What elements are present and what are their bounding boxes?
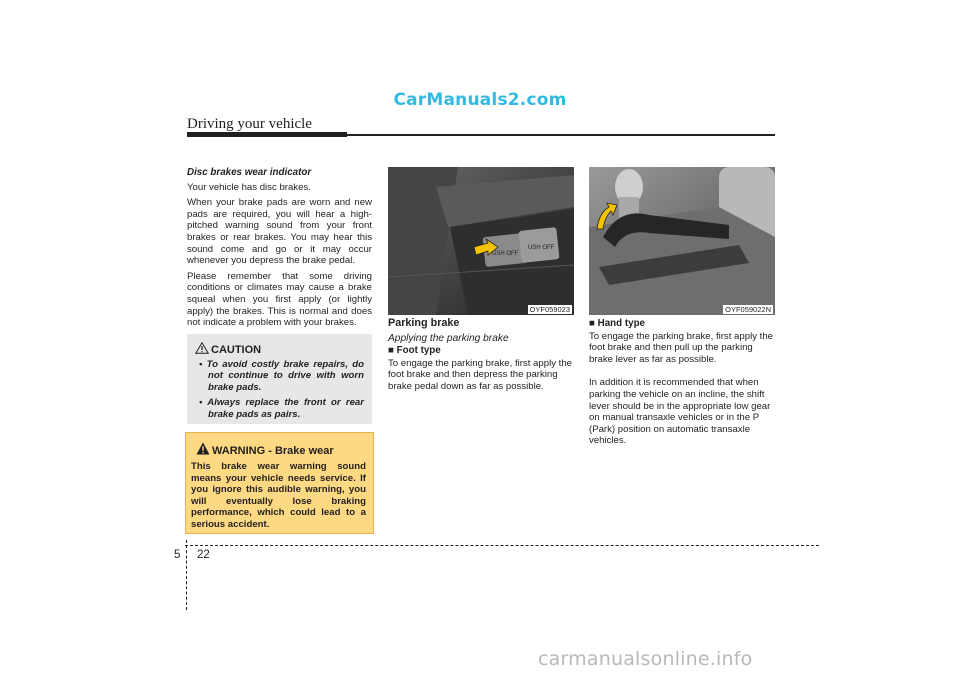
photo-code-2: OYF059022N [725,305,771,314]
column-disc-brakes [187,167,372,333]
caution-box [187,334,372,424]
disc-brakes-p1: Your vehicle has disc brakes. [187,181,311,193]
disc-brakes-p3: Please remember that some driving conditions or climates may cause a brake squeal when you first apply (or lightly apply) the brakes. This is normal and does not indicate a problem with your brakes. [187,270,372,329]
disc-brakes-p2: When your brake pads are worn and new pads are required, you will hear a high-pitched warning sound from your front brakes or rear brakes. You may hear this sound come and go or it may occur whenever you depress the brake pedal. [187,197,372,267]
caution-item: • Always replace the front or rear brake pads as pairs. [199,397,364,420]
foot-type-text: To engage the parking brake, first apply the foot brake and then depress the parking brake pedal down as far as possible. [388,357,572,392]
photo-code-1: OYF059023 [529,305,570,314]
column-parking-brake-foot [388,318,573,397]
chapter-number: 5 [174,549,181,561]
page-header-title: Driving your vehicle [187,116,312,132]
header-rule-accent [187,132,347,137]
foot-parking-brake-photo [388,167,574,315]
footer-rule [185,545,819,546]
caution-triangle-icon [195,342,209,354]
caution-title: CAUTION [211,344,262,356]
hand-type-text: To engage the parking brake, first apply the foot brake and then pull up the parking brake lever as far as possible. [589,330,773,365]
footer-vertical-rule [186,540,187,610]
warning-box [185,432,374,534]
foot-type-heading: ■ Foot type [388,345,441,357]
column-parking-brake-hand [589,318,775,451]
hand-type-heading: ■ Hand type [589,318,645,329]
foot-brake-illustration [388,167,574,315]
caution-item: • To avoid costly brake repairs, do not continue to drive with worn brake pads. [199,359,364,393]
incline-advice-text: In addition it is recommended that when parking the vehicle on an incline, the shift lever should be in the appropriate low gear on manual transaxle vehicles or in the P (Park) position on automatic transaxle vehicles. [589,377,771,447]
hand-brake-illustration [589,167,775,315]
page-number: 22 [197,549,210,561]
parking-brake-title: Parking brake [388,317,460,329]
warning-title: WARNING - Brake wear [212,445,334,457]
hand-parking-brake-photo [589,167,775,315]
push-off-label-1: USH OFF [492,251,519,257]
watermark-carmanualsonline[interactable]: carmanualsonline.info [538,648,753,670]
warning-text: This brake wear warning sound means your vehicle needs service. If you ignore this audible warning, you will eventually lose braking performance, which could lead to a serious accident. [191,461,366,530]
caution-list [192,359,364,424]
warning-triangle-icon [196,442,210,455]
watermark-carmanuals2[interactable]: CarManuals2.com [393,90,567,110]
applying-parking-brake-subtitle: Applying the parking brake [388,332,509,344]
disc-brakes-heading: Disc brakes wear indicator [187,167,312,178]
push-off-label-2: USH OFF [528,245,555,251]
